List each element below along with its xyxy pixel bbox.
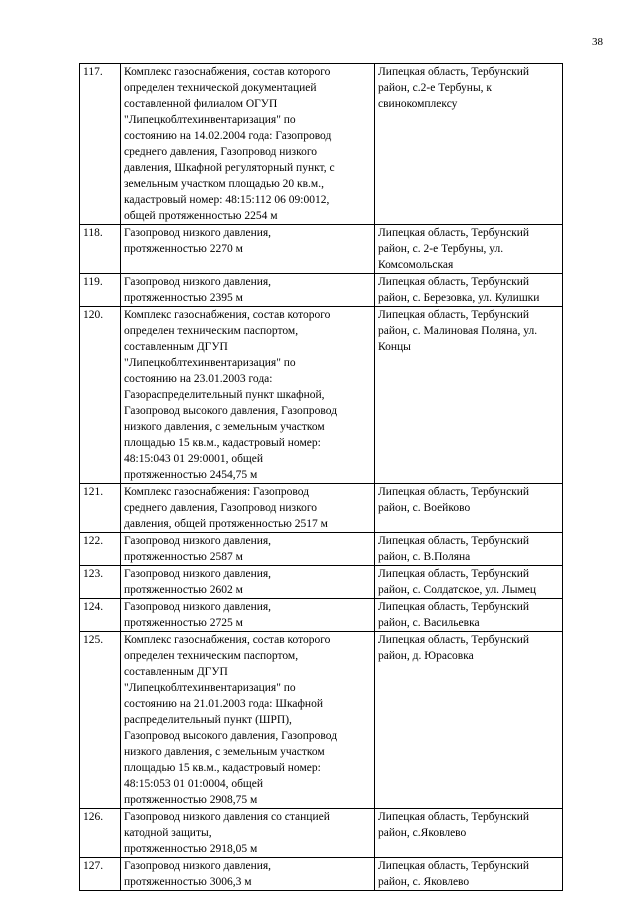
- address-line: Липецкая область, Тербунский: [378, 568, 530, 580]
- row-number: 124.: [80, 599, 121, 632]
- description-line: площадью 15 кв.м., кадастровый номер:: [124, 437, 321, 449]
- description-line: протяженностью 2908,75 м: [124, 794, 258, 806]
- address-line: Липецкая область, Тербунский: [378, 811, 530, 823]
- description-line: протяженностью 2395 м: [124, 292, 243, 304]
- address-line: район, с. Березовка, ул. Кулишки: [378, 292, 540, 304]
- description-line: Газопровод высокого давления, Газопровод: [124, 405, 338, 417]
- address-line: район, с.Яковлево: [378, 827, 467, 839]
- object-description-cell: [121, 599, 375, 632]
- address-cell: [375, 533, 563, 566]
- address-line: свинокомплексу: [378, 98, 458, 110]
- table-row: [80, 632, 563, 809]
- table-row: [80, 599, 563, 632]
- address-cell: [375, 225, 563, 274]
- description-line: общей протяженностью 2254 м: [124, 210, 278, 222]
- description-line: определен техническим паспортом,: [124, 325, 299, 337]
- row-number: 125.: [80, 632, 121, 809]
- address-line: район, с. Малиновая Поляна, ул.: [378, 325, 538, 337]
- object-description-cell: [121, 225, 375, 274]
- row-number: 118.: [80, 225, 121, 274]
- address-line: район, с. 2-е Тербуны, ул.: [378, 243, 504, 255]
- description-line: Комплекс газоснабжения: Газопровод: [124, 486, 309, 498]
- address-line: район, с. Солдатское, ул. Лымец: [378, 584, 536, 596]
- row-number: 121.: [80, 484, 121, 533]
- object-description-cell: [121, 632, 375, 809]
- description-line: Комплекс газоснабжения, состав которого: [124, 66, 331, 78]
- object-description-cell: [121, 566, 375, 599]
- description-line: состоянию на 14.02.2004 года: Газопровод: [124, 130, 332, 142]
- description-line: Комплекс газоснабжения, состав которого: [124, 309, 331, 321]
- description-line: составленным ДГУП: [124, 666, 228, 678]
- description-line: среднего давления, Газопровод низкого: [124, 146, 318, 158]
- address-line: район, с. Васильевка: [378, 617, 480, 629]
- description-line: 48:15:053 01 01:0004, общей: [124, 778, 264, 790]
- property-register-table: [79, 63, 563, 891]
- object-description-cell: [121, 484, 375, 533]
- description-line: кадастровый номер: 48:15:112 06 09:0012,: [124, 194, 330, 206]
- description-line: протяженностью 2725 м: [124, 617, 243, 629]
- address-line: район, с.2-е Тербуны, к: [378, 82, 493, 94]
- table-row: [80, 858, 563, 891]
- description-line: состоянию на 23.01.2003 года:: [124, 373, 273, 385]
- address-line: Липецкая область, Тербунский: [378, 634, 530, 646]
- description-line: низкого давления, с земельным участком: [124, 746, 325, 758]
- address-line: Липецкая область, Тербунский: [378, 227, 530, 239]
- description-line: протяженностью 3006,3 м: [124, 876, 252, 888]
- description-line: давления, общей протяженностью 2517 м: [124, 518, 328, 530]
- row-number: 123.: [80, 566, 121, 599]
- description-line: составленной филиалом ОГУП: [124, 98, 278, 110]
- address-line: район, с. Воейково: [378, 502, 471, 514]
- address-cell: [375, 858, 563, 891]
- table-row: [80, 809, 563, 858]
- description-line: Газопровод низкого давления,: [124, 535, 272, 547]
- address-cell: [375, 274, 563, 307]
- address-line: район, с. Яковлево: [378, 876, 470, 888]
- object-description-cell: [121, 809, 375, 858]
- object-description-cell: [121, 858, 375, 891]
- address-line: Концы: [378, 341, 411, 353]
- address-cell: [375, 64, 563, 225]
- table-row: [80, 225, 563, 274]
- description-line: среднего давления, Газопровод низкого: [124, 502, 318, 514]
- description-line: Газораспределительный пункт шкафной,: [124, 389, 325, 401]
- description-line: протяженностью 2454,75 м: [124, 469, 258, 481]
- address-cell: [375, 809, 563, 858]
- address-line: Липецкая область, Тербунский: [378, 535, 530, 547]
- description-line: площадью 15 кв.м., кадастровый номер:: [124, 762, 321, 774]
- row-number: 119.: [80, 274, 121, 307]
- address-line: район, с. В.Поляна: [378, 551, 471, 563]
- object-description-cell: [121, 307, 375, 484]
- description-line: Газопровод низкого давления,: [124, 568, 272, 580]
- address-line: Липецкая область, Тербунский: [378, 860, 530, 872]
- description-line: определен технической документацией: [124, 82, 317, 94]
- description-line: Комплекс газоснабжения, состав которого: [124, 634, 331, 646]
- description-line: Газопровод низкого давления,: [124, 601, 272, 613]
- object-description-cell: [121, 533, 375, 566]
- table-row: [80, 484, 563, 533]
- description-line: Газопровод высокого давления, Газопровод: [124, 730, 338, 742]
- table-row: [80, 307, 563, 484]
- address-cell: [375, 307, 563, 484]
- description-line: Газопровод низкого давления,: [124, 860, 272, 872]
- address-cell: [375, 599, 563, 632]
- description-line: Газопровод низкого давления,: [124, 276, 272, 288]
- description-line: протяженностью 2602 м: [124, 584, 243, 596]
- address-cell: [375, 632, 563, 809]
- description-line: давления, Шкафной регуляторный пункт, с: [124, 162, 335, 174]
- table-row: [80, 566, 563, 599]
- description-line: протяженностью 2587 м: [124, 551, 243, 563]
- row-number: 120.: [80, 307, 121, 484]
- table-body: [80, 64, 563, 891]
- address-line: Липецкая область, Тербунский: [378, 486, 530, 498]
- object-description-cell: [121, 64, 375, 225]
- description-line: "Липецкоблтехинвентаризация" по: [124, 682, 296, 694]
- description-line: определен техническим паспортом,: [124, 650, 299, 662]
- description-line: протяженностью 2270 м: [124, 243, 243, 255]
- row-number: 126.: [80, 809, 121, 858]
- description-line: катодной защиты,: [124, 827, 212, 839]
- description-line: низкого давления, с земельным участком: [124, 421, 325, 433]
- description-line: составленным ДГУП: [124, 341, 228, 353]
- description-line: "Липецкоблтехинвентаризация" по: [124, 357, 296, 369]
- table-row: [80, 274, 563, 307]
- table-row: [80, 64, 563, 225]
- address-line: Липецкая область, Тербунский: [378, 309, 530, 321]
- address-cell: [375, 566, 563, 599]
- address-line: Липецкая область, Тербунский: [378, 66, 530, 78]
- row-number: 122.: [80, 533, 121, 566]
- page-number: 38: [592, 36, 603, 48]
- description-line: протяженностью 2918,05 м: [124, 843, 258, 855]
- description-line: 48:15:043 01 29:0001, общей: [124, 453, 264, 465]
- description-line: распределительный пункт (ШРП),: [124, 714, 292, 726]
- description-line: земельным участком площадью 20 кв.м.,: [124, 178, 324, 190]
- description-line: Газопровод низкого давления,: [124, 227, 272, 239]
- description-line: "Липецкоблтехинвентаризация" по: [124, 114, 296, 126]
- row-number: 127.: [80, 858, 121, 891]
- address-cell: [375, 484, 563, 533]
- description-line: Газопровод низкого давления со станцией: [124, 811, 330, 823]
- address-line: Комсомольская: [378, 259, 454, 271]
- address-line: район, д. Юрасовка: [378, 650, 474, 662]
- object-description-cell: [121, 274, 375, 307]
- address-line: Липецкая область, Тербунский: [378, 601, 530, 613]
- description-line: состоянию на 21.01.2003 года: Шкафной: [124, 698, 323, 710]
- address-line: Липецкая область, Тербунский: [378, 276, 530, 288]
- table-row: [80, 533, 563, 566]
- row-number: 117.: [80, 64, 121, 225]
